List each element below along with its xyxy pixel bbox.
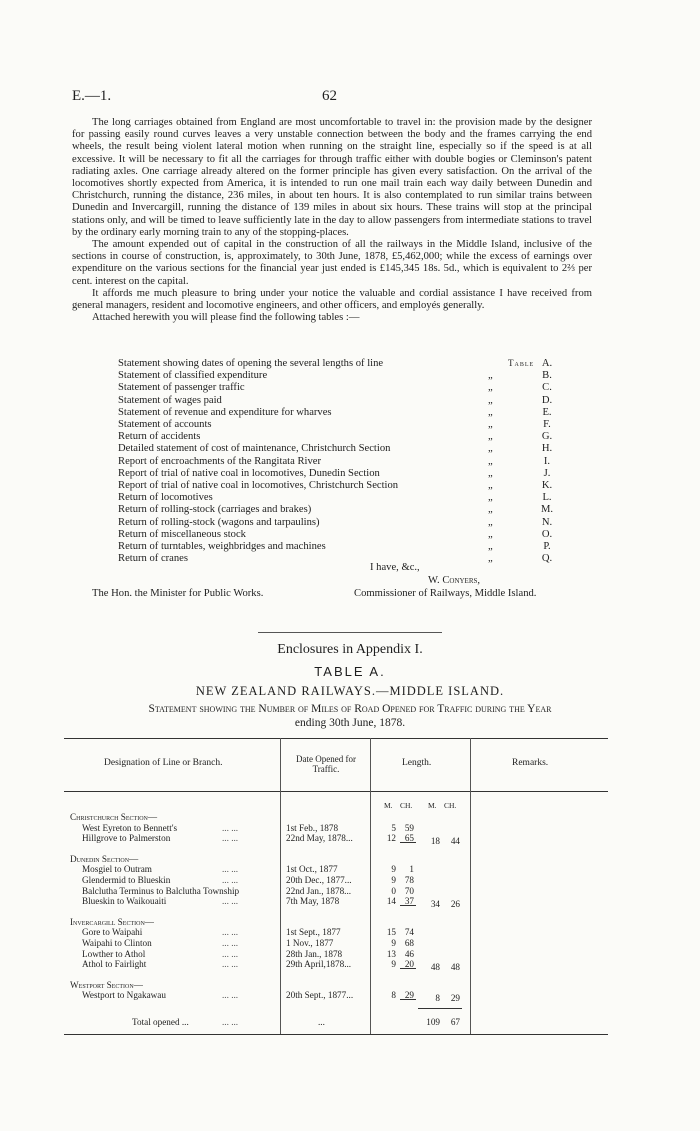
total-label: Total opened ... xyxy=(132,1017,189,1027)
length-ch: 46 xyxy=(404,948,414,959)
tables-list-item xyxy=(118,529,578,541)
col-header-designation: Designation of Line or Branch. xyxy=(104,758,223,768)
body-text xyxy=(72,117,592,324)
ditto-mark: „ xyxy=(488,541,493,552)
length-ch: 65 xyxy=(404,833,414,844)
tables-list-item xyxy=(118,395,578,407)
ditto-mark: „ xyxy=(488,382,493,394)
subtotal-rule xyxy=(400,968,416,969)
subtotal-m: 18 xyxy=(430,835,440,846)
date-opened: 7th May, 1878 xyxy=(286,896,340,907)
tables-list-label: Return of locomotives xyxy=(118,492,213,504)
tables-list-letter: M. xyxy=(540,504,554,516)
tables-list-letter: A. xyxy=(541,358,553,369)
length-m: 9 xyxy=(391,864,396,875)
unit-ch: CH. xyxy=(444,801,457,810)
length-ch: 74 xyxy=(404,927,414,938)
date-opened: 1 Nov., 1877 xyxy=(286,938,334,948)
paragraph-attached: Attached herewith you will please find the following tables :— xyxy=(92,312,360,324)
table-subtitle: NEW ZEALAND RAILWAYS.—MIDDLE ISLAND. xyxy=(195,684,505,698)
length-ch: 29 xyxy=(404,990,414,1001)
line-name: Glendermid to Blueskin xyxy=(82,875,171,885)
section-name: Dunedin Section— xyxy=(70,853,139,864)
line-name: Hillgrove to Palmerston xyxy=(82,833,171,844)
date-opened: 28th Jan., 1878 xyxy=(286,948,343,959)
table-title: TABLE A. xyxy=(314,664,386,679)
col-header-date: Date Opened for Traffic. xyxy=(296,754,356,774)
line-name: Blueskin to Waikouaiti xyxy=(82,896,167,907)
tables-list-item xyxy=(118,443,578,455)
leader-dots: ... ... xyxy=(222,875,239,885)
date-opened: 1st Sept., 1877 xyxy=(286,927,341,938)
tables-list-label: Statement of passenger traffic xyxy=(118,382,245,394)
tables-list-label: Statement of wages paid xyxy=(118,394,222,406)
length-ch: 1 xyxy=(409,864,414,875)
tables-list-item xyxy=(118,358,578,370)
tables-list-label: Return of turntables, weighbridges and machines xyxy=(118,541,326,552)
tables-list-letter: Q. xyxy=(541,553,553,565)
tables-list-letter: K. xyxy=(541,480,553,491)
addressee: The Hon. the Minister for Public Works. xyxy=(92,588,264,599)
tables-list-item xyxy=(118,553,578,565)
ditto-mark: „ xyxy=(488,455,493,467)
subtotal-m: 8 xyxy=(435,993,440,1003)
enclosures-heading: Enclosures in Appendix I. xyxy=(277,642,423,657)
col-header-length: Length. xyxy=(402,758,432,768)
length-m: 9 xyxy=(391,938,396,948)
line-name: Gore to Waipahi xyxy=(82,927,143,938)
subtotal-m: 34 xyxy=(430,898,440,909)
length-ch: 59 xyxy=(404,822,414,833)
subtotal-ch: 48 xyxy=(450,961,460,972)
statement-line-2: ending 30th June, 1878. xyxy=(294,717,406,729)
length-m: 15 xyxy=(386,927,396,938)
ditto-mark: „ xyxy=(488,480,493,491)
line-name: Lowther to Athol xyxy=(82,948,146,959)
leader-dots: ... ... xyxy=(222,896,239,907)
tables-list-item xyxy=(118,419,578,431)
ditto-mark: „ xyxy=(488,370,493,382)
ditto-mark: „ xyxy=(488,406,493,418)
leader-dots: ... ... xyxy=(222,1017,239,1027)
statement-line-1: Statement showing the Number of Miles of Road Opened for Traffic during the Year xyxy=(148,703,552,715)
tables-list-item xyxy=(118,468,578,480)
date-opened: 22nd Jan., 1878... xyxy=(286,885,352,896)
ditto-mark: „ xyxy=(488,431,493,443)
date-opened: 1st Feb., 1878 xyxy=(286,822,339,833)
tables-list-letter: L. xyxy=(542,492,552,504)
line-name: Athol to Fairlight xyxy=(82,959,147,970)
tables-list-label: Return of cranes xyxy=(118,553,189,565)
column-divider xyxy=(370,738,371,1034)
unit-m: M. xyxy=(428,801,437,810)
length-m: 13 xyxy=(386,948,396,959)
tables-list-item xyxy=(118,431,578,443)
tables-list-item xyxy=(118,456,578,468)
subtotal-rule xyxy=(400,905,416,906)
ditto-mark: „ xyxy=(488,492,493,504)
tables-list-label: Statement of classified expenditure xyxy=(118,370,268,382)
section-name: Westport Section— xyxy=(70,979,143,990)
total-m: 109 xyxy=(426,1017,440,1027)
tables-list-label: Report of encroachments of the Rangitata River xyxy=(118,455,321,467)
date-opened: 29th April,1878... xyxy=(286,959,352,970)
paragraph-carriages: The long carriages obtained from England are most uncomfortable to travel in: the provision made by the designer for passing easily round curves leaves a very unstable connection between the body and the frames carrying the end wheels, the result being violent lateral motion when running on the straight line, especially so if the speed is at all excessive. It will be necessary to fit all the carriages for through traffic either with double bogies or Cleminson's patent radiating axles. One carriage already altered on the former principle has given every satisfaction. On the arrival of the locomotives shortly expected from America, it is intended to run one mail train each way daily between Dunedin and Christchurch, running the distance, 236 miles, in about ten hours. It is also contemplated to run similar trains between Dunedin and Invercargill, running the distance of 139 miles in about six hours. These trains will stop at the principal stations only, and will be timed to leave sufficiently late in the day to allow passengers from intermediate stations to travel by the ordinary early morning train to any of the stopping-places. xyxy=(72,117,592,238)
tables-list-letter: F. xyxy=(543,419,551,430)
tables-list-letter: G. xyxy=(541,431,553,443)
leader-dots: ... ... xyxy=(222,948,239,959)
tables-list-letter: J. xyxy=(543,467,551,479)
column-divider xyxy=(280,738,281,1034)
signatory-name: W. Conyers, xyxy=(428,575,481,586)
length-m: 5 xyxy=(391,822,396,833)
subtotal-m: 48 xyxy=(430,961,440,972)
tables-list-item xyxy=(118,407,578,419)
paragraph-capital: The amount expended out of capital in the construction of all the railways in the Middle Island, inclusive of the sections in course of construction, is, approximately, to 30th June, 1878, £5,462,000; while the excess of earnings over expenditure on the various sections for the financial year just ended is £145,345 18s. 5d., which is equivalent to 2⅔ per cent. interest on the capital. xyxy=(72,239,592,287)
subtotal-ch: 44 xyxy=(450,835,460,846)
date-opened: 22nd May, 1878... xyxy=(286,833,353,844)
tables-list-letter: E. xyxy=(542,406,552,418)
length-m: 8 xyxy=(391,990,396,1001)
tables-list-label: Statement of accounts xyxy=(118,419,212,430)
line-name: West Eyreton to Bennett's xyxy=(82,822,178,833)
length-ch: 68 xyxy=(404,938,414,948)
length-m: 12 xyxy=(386,833,396,844)
col-header-remarks: Remarks. xyxy=(512,758,549,768)
divider xyxy=(258,632,442,633)
tables-list-letter: H. xyxy=(541,443,553,455)
total-rule xyxy=(418,1008,462,1009)
tables-list-letter: I. xyxy=(543,455,551,467)
tables-list-label: Detailed statement of cost of maintenance, Christchurch Section xyxy=(118,443,391,455)
tables-list-letter: N. xyxy=(541,516,553,528)
length-m: 9 xyxy=(391,959,396,970)
closing: I have, &c., xyxy=(370,562,420,573)
length-m: 14 xyxy=(386,896,396,907)
tables-list-heading: Table xyxy=(508,358,535,368)
section-name: Christchurch Section— xyxy=(70,812,158,822)
tables-list-label: Return of rolling-stock (wagons and tarpaulins) xyxy=(118,516,320,528)
length-ch: 78 xyxy=(404,875,414,885)
subtotal-rule xyxy=(400,999,416,1000)
tables-list-letter: B. xyxy=(542,370,552,382)
tables-list-label: Statement showing dates of opening the several lengths of line xyxy=(118,358,384,369)
ditto-mark: „ xyxy=(488,394,493,406)
subtotal-ch: 29 xyxy=(450,993,460,1003)
table-bottom-rule xyxy=(64,1034,608,1035)
ditto-mark: „ xyxy=(488,516,493,528)
length-ch: 70 xyxy=(404,885,414,896)
tables-list-label: Return of miscellaneous stock xyxy=(118,528,246,540)
tables-list-item xyxy=(118,370,578,382)
length-ch: 37 xyxy=(404,896,414,907)
date-opened: 20th Dec., 1877... xyxy=(286,875,352,885)
page-ref: E.—1. xyxy=(72,88,112,104)
tables-list-letter: C. xyxy=(542,382,552,394)
length-ch: 20 xyxy=(404,959,414,970)
leader-dots: ... ... xyxy=(222,990,239,1001)
ditto-mark: „ xyxy=(488,467,493,479)
section-name: Invercargill Section— xyxy=(70,916,154,927)
total-date: ... xyxy=(318,1017,325,1027)
tables-list-item xyxy=(118,517,578,529)
leader-dots: ... ... xyxy=(222,822,239,833)
tables-list-label: Return of accidents xyxy=(118,431,201,443)
subtotal-ch: 26 xyxy=(450,898,460,909)
date-opened: 20th Sept., 1877... xyxy=(286,990,354,1001)
signatory-title: Commissioner of Railways, Middle Island. xyxy=(354,588,537,599)
tables-list-letter: D. xyxy=(541,394,553,406)
leader-dots: ... ... xyxy=(222,833,239,844)
tables-list-label: Return of rolling-stock (carriages and brakes) xyxy=(118,504,312,516)
unit-ch: CH. xyxy=(400,801,413,810)
table-top-rule xyxy=(64,738,608,739)
ditto-mark: „ xyxy=(488,504,493,516)
length-m: 0 xyxy=(391,885,396,896)
column-divider xyxy=(470,738,471,1034)
total-ch: 67 xyxy=(450,1017,460,1027)
leader-dots: ... ... xyxy=(222,927,239,938)
length-m: 9 xyxy=(391,875,396,885)
tables-list-item xyxy=(118,382,578,394)
ditto-mark: „ xyxy=(488,443,493,455)
ditto-mark: „ xyxy=(488,528,493,540)
tables-list-item xyxy=(118,541,578,553)
table-header-rule xyxy=(64,791,608,792)
ditto-mark: „ xyxy=(488,419,493,430)
subtotal-rule xyxy=(400,842,416,843)
line-name: Westport to Ngakawau xyxy=(82,990,166,1001)
leader-dots: ... ... xyxy=(222,864,239,875)
tables-list-label: Statement of revenue and expenditure for wharves xyxy=(118,406,332,418)
tables-list-label: Report of trial of native coal in locomotives, Christchurch Section xyxy=(118,480,399,491)
line-name: Mosgiel to Outram xyxy=(82,864,152,875)
tables-list-letter: P. xyxy=(543,541,551,552)
tables-list-item xyxy=(118,492,578,504)
ditto-mark: „ xyxy=(488,553,493,565)
leader-dots: ... ... xyxy=(222,938,239,948)
tables-list-letter: O. xyxy=(541,528,553,540)
tables-list-item xyxy=(118,504,578,516)
tables-list-label: Report of trial of native coal in locomotives, Dunedin Section xyxy=(118,467,380,479)
tables-list-item xyxy=(118,480,578,492)
paragraph-thanks: It affords me much pleasure to bring under your notice the valuable and cordial assistance I have received from general managers, resident and locomotive engineers, and other officers, and employés generally. xyxy=(72,287,592,312)
leader-dots: ... ... xyxy=(222,959,239,970)
line-name: Balclutha Terminus to Balclutha Township xyxy=(82,885,240,896)
page-number: 62 xyxy=(322,88,337,104)
unit-m: M. xyxy=(384,801,393,810)
date-opened: 1st Oct., 1877 xyxy=(286,864,338,875)
line-name: Waipahi to Clinton xyxy=(82,938,152,948)
